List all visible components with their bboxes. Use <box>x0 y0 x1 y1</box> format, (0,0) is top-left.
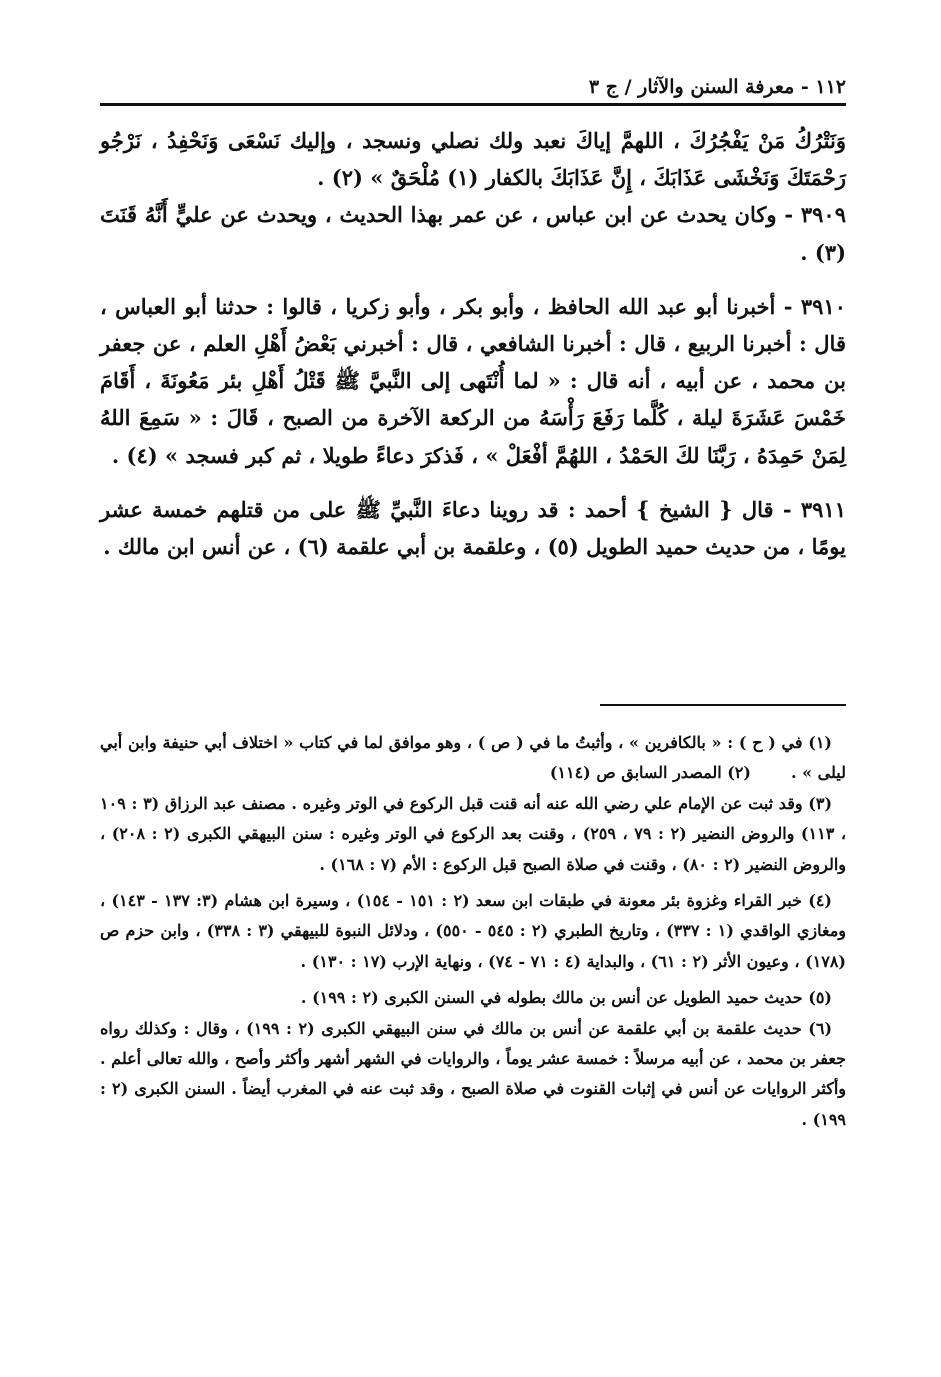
footnote-divider <box>600 704 846 706</box>
footnote-5: (٥) حديث حميد الطويل عن أنس بن مالك بطوله في السنن الكبرى (٢ : ١٩٩) . <box>300 988 832 1008</box>
paragraph-3910: ٣٩١٠ - أخبرنا أبو عبد الله الحافظ ، وأبو بكر ، وأبو زكريا ، قالوا : حدثنا أبو العباس ، قال : أخبرنا الربيع ، قال : أخبرنا الشافعي ، قال : أخبرني بَعْضُ أَهْلِ العلم ، عن جعفر بن محمد ، عن أبيه ، أنه قال : « لما أُنْتَهى إلى النَّبيَّ ﷺ قَتْلُ أَهْلِ بئر مَعُونَةَ ، أَقَامَ خَمْسَ عَشَرَةَ ليلة ، كُلَّما رَفَعَ رَأْسَهُ من الركعة الآخرة من الصبح ، قَالَ : « سَمِعَ اللهُ لِمَنْ حَمِدَهُ ، رَبَّنَا لكَ الحَمْدُ ، اللهُمَّ أفْعَلْ » ، فَذكرَ دعاءً طويلا ، ثم كبر فسجد » (٤) . <box>100 293 846 468</box>
footnote-2: (٢) المصدر السابق ص (١١٤) <box>549 763 751 783</box>
paragraph-3911: ٣٩١١ - قال { الشيخ } أحمد : قد روينا دعاءَ النَّبيِّ ﷺ على من قتلهم خمسة عشر يومًا ، من حديث حميد الطويل (٥) ، وعلقمة بن أبي علقمة (٦) ، عن أنس ابن مالك . <box>100 496 846 560</box>
footnote-6: (٦) حديث علقمة بن أبي علقمة عن أنس بن مالك في سنن البيهقي الكبرى (٢ : ١٩٩) ، وقال : وكذلك رواه جعفر بن محمد ، عن أبيه مرسلاً : خمسة عشر يوماً ، والروايات في الشهر أشهر وأكثر وأصح ، والله تعالى أعلم . وأكثر الروايات عن أنس في إثبات القنوت في صلاة الصبح ، وقد ثبت عنه في المغرب أيضاً . السنن الكبرى (٢ : ١٩٩) . <box>100 1018 846 1129</box>
main-text <box>100 122 846 565</box>
paragraph-continuation: وَنَتْرُكُ مَنْ يَفْجُرُكَ ، اللهمَّ إياكَ نعبد ولك نصلي ونسجد ، وإليك نَسْعَى وَنَحْفِدُ ، نَرْجُو رَحْمَتَكَ وَنَخْشَى عَذَابَكَ ، إِنَّ عَذَابَكَ بالكفار (١) مُلْحَقٌ » (٢) . <box>100 128 846 191</box>
footnotes <box>100 728 846 1135</box>
running-header <box>100 70 846 104</box>
paragraph-3909: ٣٩٠٩ - وكان يحدث عن ابن عباس ، عن عمر بهذا الحديث ، ويحدث عن عليٍّ أَنَّهُ قَنَتَ (٣) . <box>100 202 846 265</box>
footnote-1-2 <box>100 728 846 789</box>
footnote-1: (١) في ( ح ) : « بالكافرين » ، وأثبتُ ما في ( ص ) ، وهو موافق لما في كتاب « اختلاف أبي حنيفة وابن أبي ليلى » . <box>100 733 846 783</box>
running-title: ١١٢ - معرفة السنن والآثار / ج ٣ <box>588 76 846 98</box>
footnote-3: (٣) وقد ثبت عن الإمام علي رضي الله عنه أنه قنت قبل الركوع في الوتر وغيره . مصنف عبد الرزاق (٣ : ١٠٩ ، ١١٣) والروض النضير (٢ : ٧٩ ، ٢٥٩) ، وقنت بعد الركوع في الوتر وغيره : سنن البيهقي الكبرى (٢ : ٢٠٨) ، والروض النضير (٢ : ٨٠) ، وقنت في صلاة الصبح قبل الركوع : الأم (٧ : ١٦٨) . <box>100 793 847 874</box>
header-divider <box>100 103 846 106</box>
footnote-4: (٤) خبر القراء وغزوة بئر معونة في طبقات ابن سعد (٢ : ١٥١ - ١٥٤) ، وسيرة ابن هشام (٣: ١٣٧ - ١٤٣) ، ومغازي الواقدي (١ : ٣٣٧) ، وتاريخ الطبري (٢ : ٥٤٥ - ٥٥٠) ، ودلائل النبوة للبيهقي (٣ : ٣٣٨) ، وابن حزم ص (١٧٨) ، وعيون الأثر (٢ : ٦١) ، والبداية (٤ : ٧١ - ٧٤) ، ونهاية الإرب (١٧ : ١٣٠) . <box>100 891 847 971</box>
